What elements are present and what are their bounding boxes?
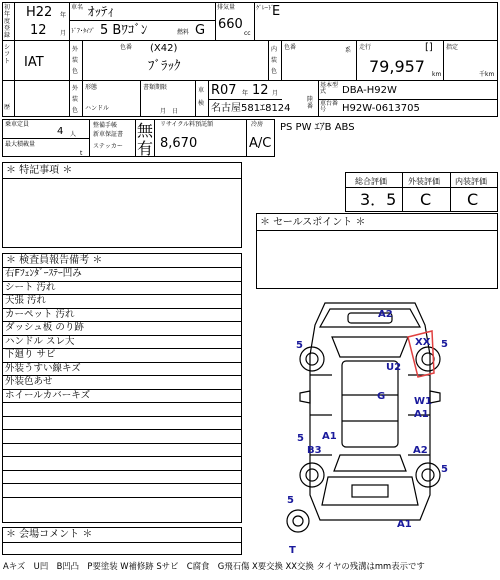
list-item: 右Fﾌｪﾝﾀﾞｰｽﾃｰ凹み [2,268,242,282]
mileage-flag: [] [425,42,433,53]
list-item: ハンドル スレ大 [2,336,242,350]
maintenance-value: 無 [137,121,154,140]
list-item: 外装うすい線キズ [2,363,242,377]
base-model-value: DBA-H92W [342,85,397,96]
maintenance-label: 整備手帳 [93,122,118,129]
color-code-label: 色番 [120,44,133,51]
color-no-suffix: 系 [345,47,352,54]
color-no-label: 色番 [284,44,297,51]
mark-a2-top: A2 [378,309,393,320]
shift-label: シフト [4,44,11,65]
tire-spare: 5 [287,495,294,506]
interior-score-value: C [467,190,479,209]
mark-xx: XX [415,337,431,348]
list-item: 天張 汚れ [2,295,242,309]
sticker-value: 有 [137,139,154,158]
exterior-color-label: 外装色 [72,46,79,75]
inspection-year: R07 [211,83,237,98]
damage-legend: Aキズ U凹 B凹凸 P要塗装 W補修跡 Sサビ C腐食 G飛石傷 X要交換 XX交換 タイヤの残溝はmm表示です [3,561,425,571]
fuel-value: G [195,23,206,38]
mark-w1: W1 [414,396,432,407]
cc-unit: cc [244,30,251,37]
mark-a2-right: A2 [413,445,428,456]
grid-hline [2,80,498,81]
max-load-label: 最大積載量 [5,141,36,148]
capacity-value: 4 [57,126,64,137]
exterior-score-value: C [420,190,432,209]
list-item [2,471,242,485]
door-type-value: 5 Bﾜｺﾞﾝ [100,23,148,38]
inspection-label: 車検 [198,87,205,107]
list-item [2,403,242,417]
grade-value: E [272,4,281,19]
tire-rear-right: 5 [441,464,448,475]
capacity-unit: 人 [70,131,77,138]
car-damage-diagram [270,295,470,545]
plate-value: 名古屋581ｴ8124 [211,103,291,114]
doc-deadline-label: 書類期限 [143,84,168,91]
doc-deadline-unit: 月 日 [160,108,179,115]
list-item [2,444,242,458]
list-item: 下廻り サビ [2,349,242,363]
list-item [2,430,242,444]
inspection-month: 12 [252,83,269,98]
overall-score-value: 3．5 [360,190,397,209]
recycle-value: 8,670 [160,136,198,151]
tire-front-right: 5 [441,339,448,350]
shift-value: IAT [24,55,44,70]
aircon-label: 冷房 [251,121,264,128]
interior-color-label: 内装色 [271,46,278,75]
base-model-label: 基本型式 [320,82,339,95]
inspection-year-unit: 年 [242,90,249,97]
list-item: ホイールカバーキズ [2,390,242,404]
reg-label: 初年度登録 [4,4,11,39]
mark-a1-left: A1 [322,431,337,442]
aircon-value: A/C [249,136,272,151]
overall-score-label: 総合評価 [355,177,387,186]
interior-score-label: 内装評価 [455,177,487,186]
list-item [2,417,242,431]
exterior-color-label-2: 外装色 [72,85,79,114]
mark-g: G [377,391,386,402]
capacity-label: 乗車定員 [5,121,30,128]
year-unit: 年 [60,12,67,19]
designated-unit: 千km [479,71,495,78]
designated-label: 指定 [446,44,459,51]
door-type-label: ﾄﾞｱ･ﾀｲﾌﾟ [71,28,96,35]
plate-label: 陸番 [307,96,314,110]
mark-a1-bottom: A1 [397,519,412,530]
inspection-month-unit: 月 [272,90,279,97]
equipment-value: PS PW ｴｱB ABS [280,122,355,133]
max-load-unit: t [80,150,83,157]
exterior-score-label: 外装評価 [408,177,440,186]
cc-value: 660 [218,17,243,32]
mileage-unit: km [432,71,442,78]
model-value: ｵｯﾃｨ [88,5,114,20]
grade-label: ｸﾞﾚｰﾄﾞ [256,5,275,12]
model-label: 車名 [71,4,84,11]
mileage-label: 走行 [359,44,372,51]
tire-rear-left: 5 [297,433,304,444]
month-value: 12 [30,23,47,38]
cc-label: 排気量 [217,4,236,11]
venue-comment-title: ＊ 会場コメント ＊ [6,529,93,540]
special-notes-title: ＊ 特記事項 ＊ [6,165,73,176]
mark-b3: B3 [307,445,322,456]
mileage-value: 79,957 [369,57,425,76]
list-item [2,457,242,471]
chassis-value: H92W-0613705 [342,103,420,114]
mark-a1-right-top: A1 [414,409,429,420]
fuel-label: 燃料 [177,29,190,36]
manual-label: 新車保証書 [93,131,124,138]
year-value: H22 [26,5,53,20]
inspector-notes-list [2,268,242,510]
sticker-label: ステッカー [93,143,123,150]
grid-hline [2,40,498,41]
tire-front-left: 5 [296,340,303,351]
inspector-notes-title: ＊ 検査員報告備考 ＊ [6,255,103,266]
list-item: 外装色あせ [2,376,242,390]
color-name-value: ﾌﾞﾗｯｸ [148,59,181,74]
mark-u2: U2 [386,362,402,373]
month-unit: 月 [60,30,67,37]
form-label: 形態 [85,84,98,91]
sales-points-title: ＊ セールスポイント ＊ [260,217,366,228]
list-item [2,498,242,511]
color-code-value: (X42) [150,43,178,54]
list-item: ダッシュ板 のり跡 [2,322,242,336]
history-label: 歴 [4,104,11,111]
list-item: カーペット 汚れ [2,309,242,323]
list-item: シート 汚れ [2,282,242,296]
recycle-label: リサイクル料預託額 [160,121,214,128]
handle-label: ハンドル [85,105,110,112]
mark-t: T [289,545,296,556]
list-item [2,484,242,498]
chassis-label: 車台番号 [320,100,339,113]
